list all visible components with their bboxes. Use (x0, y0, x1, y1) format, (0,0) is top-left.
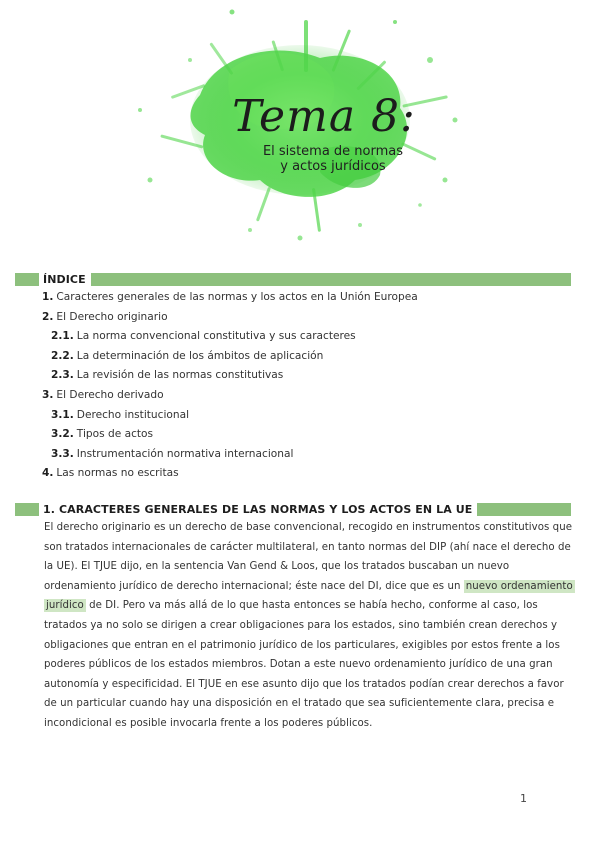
heading-bar-left (15, 503, 39, 516)
highlighted-term: jurídico (46, 600, 84, 612)
highlighted-term: nuevo ordenamiento (465, 580, 573, 592)
section1-heading: 1. CARACTERES GENERALES DE LAS NORMAS Y LOS ACTOS EN LA UE (43, 503, 473, 516)
title-block (186, 92, 426, 174)
toc-item-4[interactable]: 4. Las normas no escritas (42, 467, 179, 480)
paragraph-line: ordenamiento jurídico de derecho internacional; éste nace del DI, dice que es un nuevo ordenamiento (44, 580, 573, 592)
heading-bar-right (91, 273, 571, 286)
toc-item-2-3[interactable]: 2.3. La revisión de las normas constitutivas (51, 369, 284, 382)
paragraph-line: El derecho originario es un derecho de base convencional, recogido en instrumentos constitutivos que (44, 522, 573, 533)
toc-item-3-2[interactable]: 3.2. Tipos de actos (51, 428, 154, 441)
document-title: Tema 8: (232, 91, 416, 142)
index-heading: ÍNDICE (43, 273, 86, 286)
paragraph-line: de un particular cuando hay una disposición en el tratado que sea suficientemente clara, precisa e (44, 698, 555, 710)
heading-bar-right (477, 503, 571, 516)
paragraph-line: la UE). El TJUE dijo, en la sentencia Van Gend & Loos, que los tratados buscaban un nuevo (44, 561, 510, 573)
subtitle-line-2: y actos jurídicos (280, 159, 386, 174)
page-number: 1 (520, 792, 527, 805)
toc-item-3-3[interactable]: 3.3. Instrumentación normativa internacional (51, 447, 294, 460)
subtitle-line-1: El sistema de normas (262, 144, 404, 159)
toc-item-3[interactable]: 3. El Derecho derivado (42, 388, 164, 401)
paragraph-line: tratados ya no solo se dirigen a crear obligaciones para los estados, sino también crean derechos y (44, 619, 558, 631)
section1-heading-bar (15, 503, 571, 516)
toc-item-3-1[interactable]: 3.1. Derecho institucional (51, 408, 190, 421)
heading-bar-left (15, 273, 39, 286)
paragraph-line: son tratados internacionales de carácter multilateral, en tanto normas del DIP (ahí nace el derecho de (44, 541, 571, 553)
toc-item-2-1[interactable]: 2.1. La norma convencional constitutiva y sus caracteres (51, 330, 356, 343)
paragraph-line: poderes públicos de los estados miembros. Dotan a este nuevo ordenamiento jurídico de una gran (44, 659, 553, 671)
table-of-contents (42, 288, 562, 484)
document-subtitle (240, 144, 426, 174)
paragraph-line: autonomía y especificidad. El TJUE en ese asunto dijo que los tratados podían crear derechos a favor (44, 678, 564, 690)
index-heading-bar (15, 273, 571, 286)
paragraph-line: incondicional es posible invocarla frente a los poderes públicos. (44, 717, 373, 729)
paragraph-line: jurídico de DI. Pero va más allá de lo que hasta entonces se había hecho, conforme al caso, los (46, 600, 538, 612)
toc-item-2-2[interactable]: 2.2. La determinación de los ámbitos de aplicación (51, 349, 324, 362)
toc-item-1[interactable]: 1. Caracteres generales de las normas y los actos en la Unión Europea (42, 291, 418, 303)
toc-item-2[interactable]: 2. El Derecho originario (42, 310, 168, 323)
section1-paragraph (44, 518, 572, 734)
paragraph-line: obligaciones que entran en el patrimonio jurídico de los particulares, exigibles por estos frente a los (44, 639, 560, 651)
